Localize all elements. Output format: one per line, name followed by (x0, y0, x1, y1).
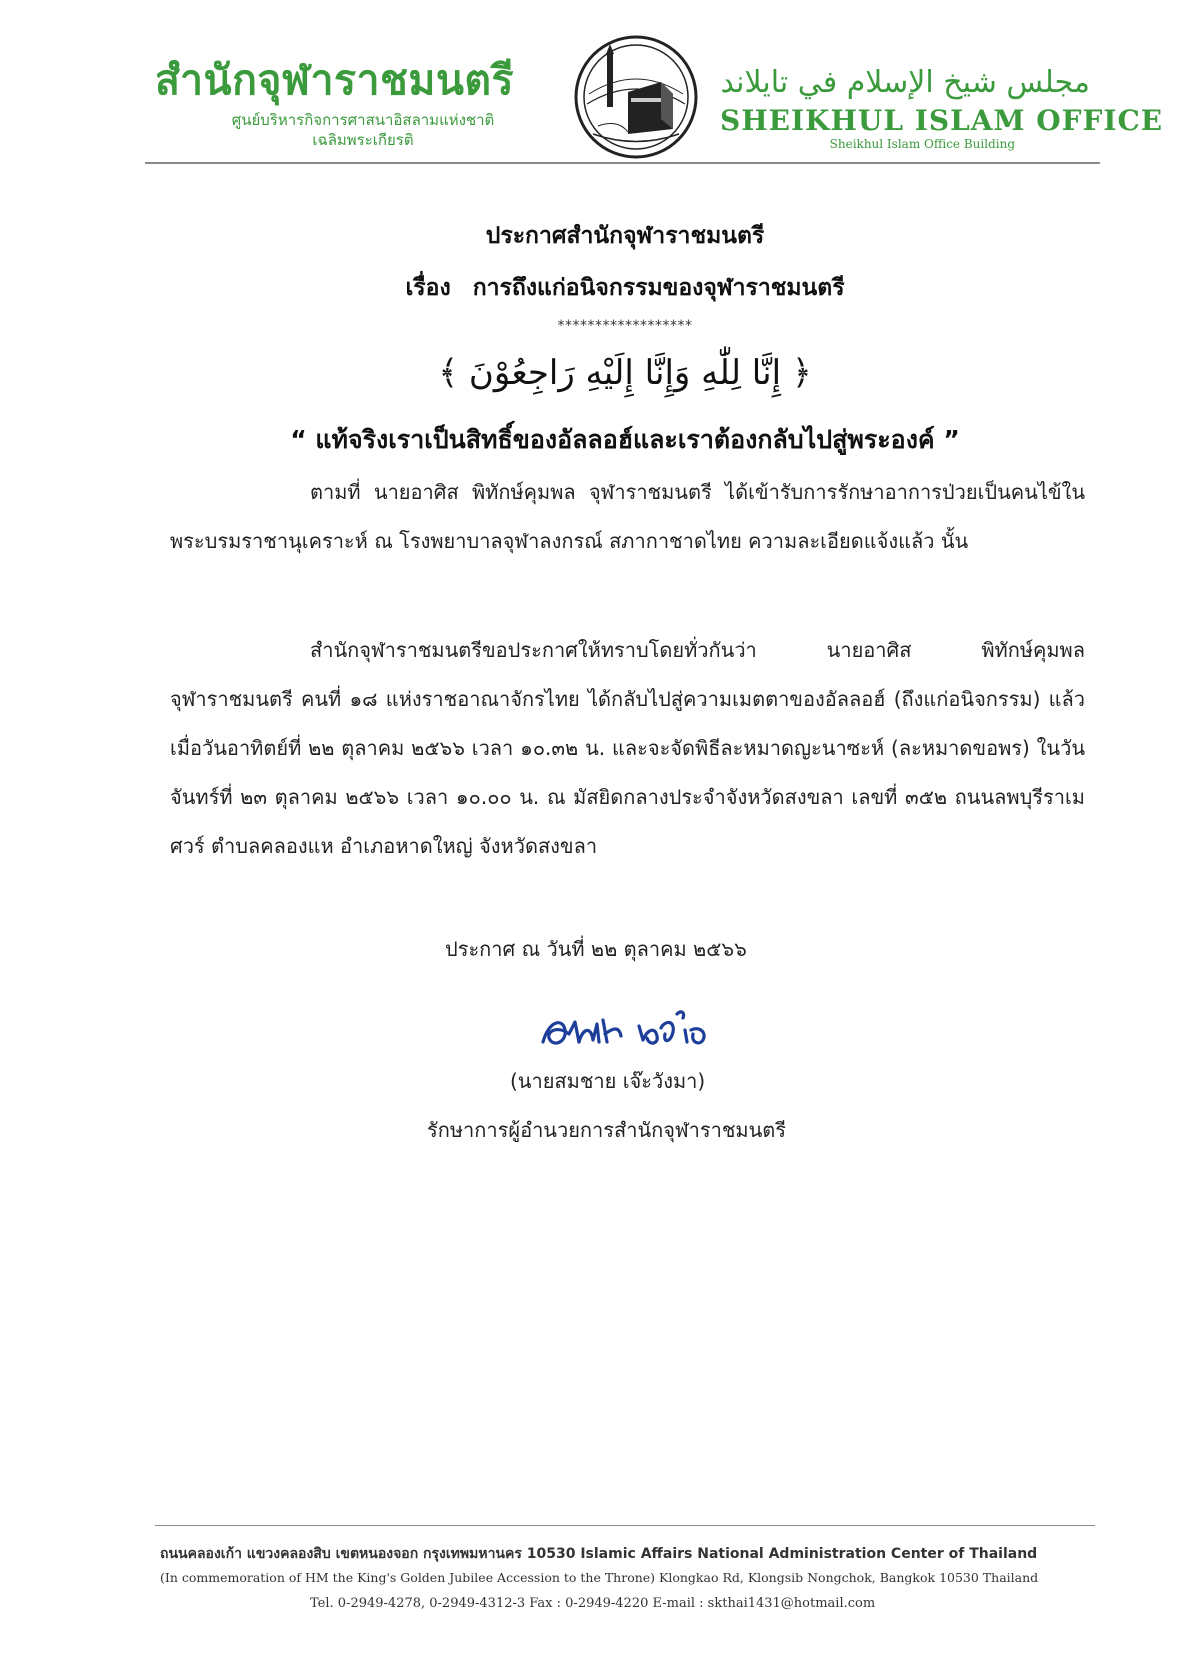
handwritten-signature (535, 990, 725, 1070)
header-divider (145, 162, 1100, 164)
letterhead-arabic-text: مجلس شيخ الإسلام في تايلاند (720, 65, 1090, 100)
footer-address-line: ถนนคลองเก้า แขวงคลองสิบ เขตหนองจอก กรุงเทพมหานคร 10530 Islamic Affairs National Administration Center of Thailand (160, 1546, 1038, 1562)
announcement-title: ประกาศสำนักจุฬาราชมนตรี (485, 223, 765, 249)
office-seal-logo (573, 34, 699, 160)
footer-contact-line: Tel. 0-2949-4278, 0-2949-4312-3 Fax : 0-2949-4220 E-mail : skthai1431@hotmail.com (310, 1596, 876, 1611)
arabic-verse: ﴿ إِنَّا لِلّٰهِ وَإِنَّا إِلَيْهِ رَاجِعُوْنَ ﴾ (438, 353, 812, 393)
letterhead-thai-subtitle-1: ศูนย์บริหารกิจการศาสนาอิสลามแห่งชาติ (231, 111, 495, 129)
announcement-date: ประกาศ ณ วันที่ ๒๒ ตุลาคม ๒๕๖๖ (445, 937, 747, 961)
footer-divider (155, 1525, 1095, 1526)
letterhead-thai-name: สำนักจุฬาราชมนตรี (155, 56, 515, 104)
letterhead-thai-subtitle-2: เฉลิมพระเกียรติ (312, 131, 414, 149)
paragraph-2: สำนักจุฬาราชมนตรีขอประกาศให้ทราบโดยทั่วกันว่า นายอาศิส พิทักษ์คุมพล จุฬาราชมนตรี คนที่ ๑๘ แห่งราชอาณาจักรไทย ได้กลับไปสู่ความเมตตาของอัลลอฮ์ (ถึงแก่อนิจกรรม) แล้ว เมื่อวันอาทิตย์ที่ ๒๒ ตุลาคม ๒๕๖๖ เวลา ๑๐.๓๒ น. และจะจัดพิธีละหมาดญะนาซะห์ (ละหมาดขอพร) ในวันจันทร์ที่ ๒๓ ตุลาคม ๒๕๖๖ เวลา ๑๐.๐๐ น. ณ มัสยิดกลางประจำจังหวัดสงขลา เลขที่ ๓๕๒ ถนนลพบุรีราเมศวร์ ตำบลคลองแห อำเภอหาดใหญ่ จังหวัดสงขลา (170, 638, 1085, 858)
signer-position: รักษาการผู้อำนวยการสำนักจุฬาราชมนตรี (427, 1118, 786, 1142)
subject-label: เรื่อง (405, 275, 451, 301)
letterhead-thai-subtitle (178, 110, 548, 150)
subject-text: การถึงแก่อนิจกรรมของจุฬาราชมนตรี (472, 275, 845, 301)
verse-translation-quote: “ แท้จริงเราเป็นสิทธิ์ของอัลลอฮ์และเราต้องกลับไปสู่พระองค์ ” (290, 425, 960, 454)
letterhead-arabic-calligraphy (720, 56, 1100, 102)
signer-name: (นายสมชาย เจ๊ะวังมา) (510, 1069, 706, 1093)
paragraph-1: ตามที่ นายอาศิส พิทักษ์คุมพล จุฬาราชมนตรี ได้เข้ารับการรักษาอาการป่วยเป็นคนไข้ในพระบรมราชานุเคราะห์ ณ โรงพยาบาลจุฬาลงกรณ์ สภากาชาดไทย ความละเอียดแจ้งแล้ว นั้น (170, 480, 1085, 553)
announcement-subject-line (150, 270, 1100, 306)
footer-commemoration-line: (In commemoration of HM the King's Golden Jubilee Accession to the Throne) Klongkao Rd, Klongsib Nongchok, Bangkok 10530 Thailand (160, 1570, 1039, 1585)
letterhead-english-subtitle: Sheikhul Islam Office Building (829, 137, 1015, 151)
separator-stars: ****************** (557, 318, 693, 334)
letterhead-english-name: SHEIKHUL ISLAM OFFICE (720, 104, 1164, 137)
